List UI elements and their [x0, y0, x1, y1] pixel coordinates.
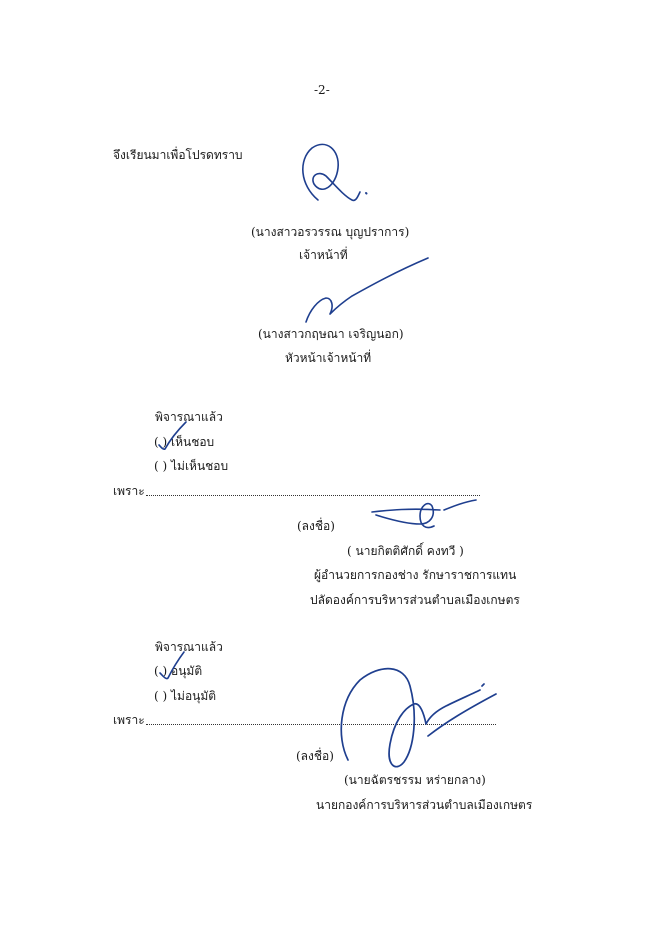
signer1-position: เจ้าหน้าที่ [299, 248, 348, 262]
review2-heading: พิจารณาแล้ว [155, 640, 223, 654]
signature-4 [341, 669, 496, 767]
signer2-position: หัวหน้าเจ้าหน้าที่ [285, 351, 372, 365]
review2-name: (นายฉัตรชรรม หร่ายกลาง) [344, 773, 486, 787]
review1-name: ( นายกิตติศักดิ์ คงทวี ) [347, 544, 464, 558]
review2-position: นายกองค์การบริหารส่วนตำบลเมืองเกษตร [316, 798, 533, 812]
review2-option-approve: ( ) อนุมัติ [154, 664, 203, 678]
review1-option-approve: ( ) เห็นชอบ [154, 435, 215, 449]
review1-option-reject: ( ) ไม่เห็นชอบ [154, 459, 229, 473]
review1-heading: พิจารณาแล้ว [155, 410, 223, 424]
signature-2 [306, 258, 428, 322]
review1-position-line2: ปลัดองค์การบริหารส่วนตำบลเมืองเกษตร [310, 593, 520, 607]
review2-reason-line [146, 723, 496, 725]
page-number: -2- [314, 83, 330, 97]
review1-reason-label: เพราะ [113, 484, 145, 498]
review1-sign-label: (ลงชื่อ) [297, 519, 335, 533]
review1-reason-line [146, 494, 480, 496]
review2-reason-label: เพราะ [113, 713, 145, 727]
review1-position-line1: ผู้อำนวยการกองช่าง รักษาราชการแทน [314, 568, 517, 582]
signature-1-dot [366, 193, 367, 194]
signer2-name: (นางสาวกฤษณา เจริญนอก) [258, 327, 404, 341]
review2-sign-label: (ลงชื่อ) [296, 749, 334, 763]
signature-3 [372, 500, 476, 528]
review2-option-reject: ( ) ไม่อนุมัติ [154, 689, 217, 703]
signature-1 [303, 144, 360, 200]
closing-line: จึงเรียนมาเพื่อโปรดทราบ [113, 148, 243, 162]
signer1-name: (นางสาวอรวรรณ บุญปราการ) [251, 225, 410, 239]
